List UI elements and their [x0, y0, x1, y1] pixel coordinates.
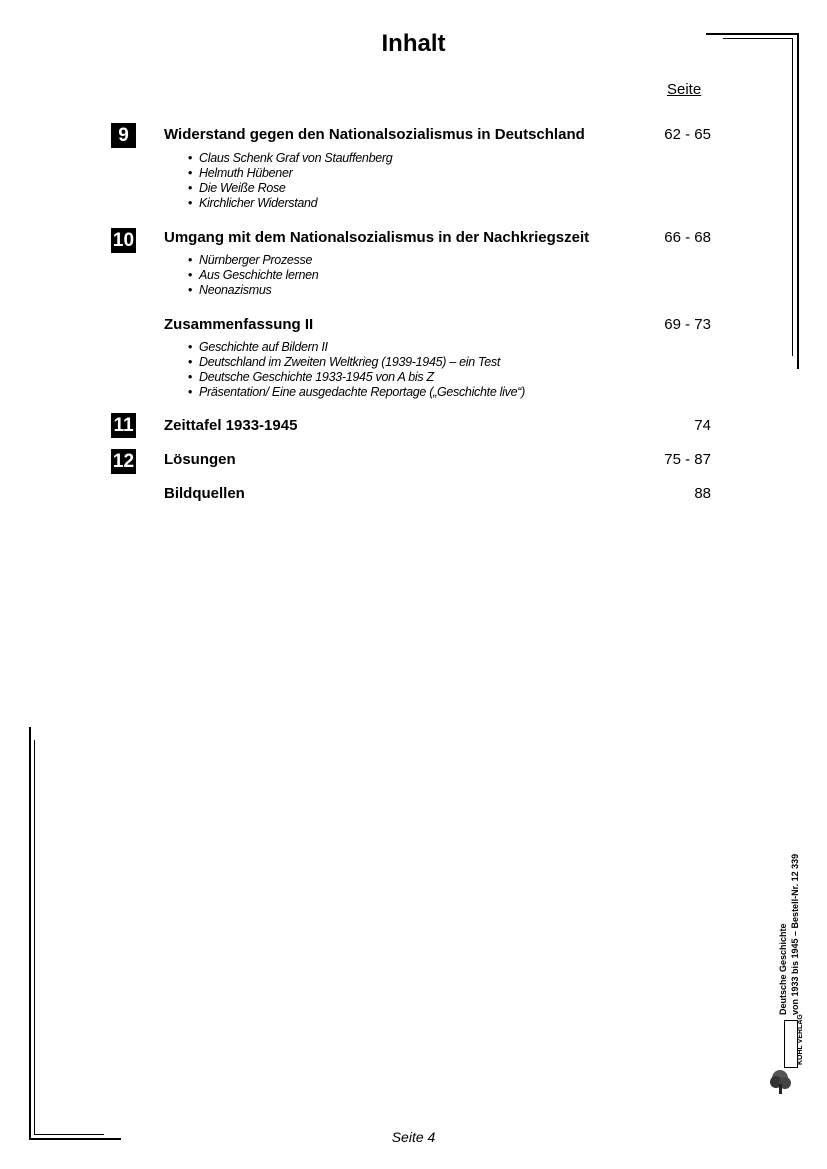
list-item: • Präsentation/ Eine ausgedachte Reportage („Geschichte live“) — [188, 385, 525, 400]
subtopic-list — [188, 151, 392, 211]
page-range: 69 - 73 — [664, 316, 711, 333]
frame-line — [797, 33, 799, 369]
frame-line — [723, 38, 793, 39]
list-item: • Aus Geschichte lernen — [188, 268, 318, 283]
list-item: • Nürnberger Prozesse — [188, 253, 318, 268]
chapter-heading: Bildquellen — [164, 485, 245, 502]
list-item: • Deutschland im Zweiten Weltkrieg (1939-1945) – ein Test — [188, 355, 525, 370]
tree-icon — [768, 1066, 798, 1096]
list-item: • Neonazismus — [188, 283, 318, 298]
frame-line — [792, 38, 793, 356]
chapter-heading: Umgang mit dem Nationalsozialismus in der Nachkriegszeit — [164, 229, 590, 246]
list-item: • Geschichte auf Bildern II — [188, 340, 525, 355]
chapter-number: 11 — [111, 413, 136, 438]
page-range: 74 — [694, 417, 711, 434]
subtopic-list — [188, 340, 525, 400]
chapter-heading: Zeittafel 1933-1945 — [164, 417, 298, 434]
frame-line — [34, 740, 35, 1135]
chapter-number: 12 — [112, 451, 135, 472]
chapter-number: 10 — [112, 230, 135, 251]
seite-column-header: Seite — [667, 81, 702, 98]
chapter-heading: Lösungen — [164, 451, 236, 468]
list-item: • Deutsche Geschichte 1933-1945 von A bis Z — [188, 370, 525, 385]
chapter-number: 9 — [111, 123, 136, 148]
subtopic-list — [188, 253, 318, 298]
page-range: 88 — [694, 485, 711, 502]
side-publication-info — [770, 830, 827, 1015]
list-item: • Claus Schenk Graf von Stauffenberg — [188, 151, 392, 166]
page-range: 66 - 68 — [664, 229, 711, 246]
page-range: 62 - 65 — [664, 126, 711, 143]
publisher-name: KOHL VERLAG — [797, 1014, 804, 1065]
side-text-line: Deutsche Geschichte — [778, 923, 788, 1015]
page-range: 75 - 87 — [664, 451, 711, 468]
chapter-heading: Widerstand gegen den Nationalsozialismus in Deutschland — [164, 126, 585, 143]
page-title: Inhalt — [381, 30, 446, 57]
publisher-logo — [768, 1014, 804, 1095]
page-footer: Seite 4 — [391, 1129, 436, 1145]
list-item: • Die Weiße Rose — [188, 181, 392, 196]
list-item: • Helmuth Hübener — [188, 166, 392, 181]
side-text-line: von 1933 bis 1945 – Bestell-Nr. 12 339 — [790, 853, 800, 1015]
frame-line — [29, 727, 31, 1140]
chapter-heading: Zusammenfassung II — [164, 316, 314, 333]
frame-line — [706, 33, 798, 35]
list-item: • Kirchlicher Widerstand — [188, 196, 392, 211]
